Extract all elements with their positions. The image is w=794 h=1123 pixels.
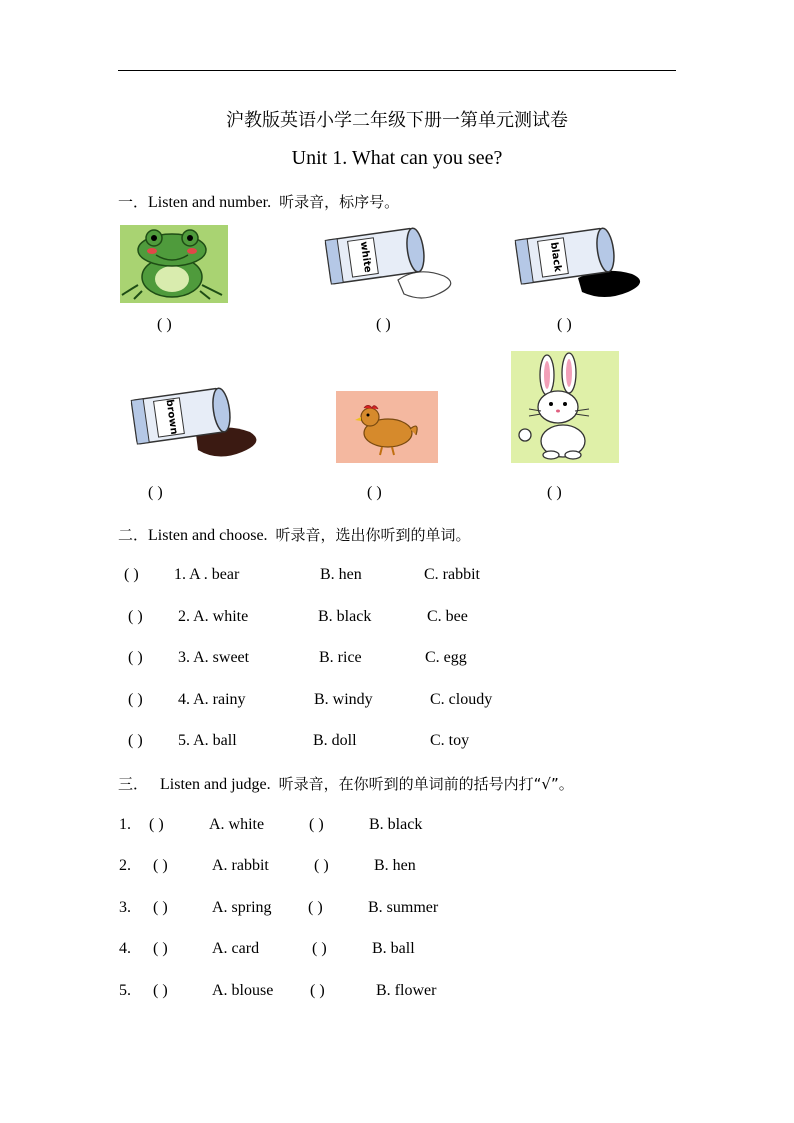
choose-1-c: C. rabbit (424, 566, 480, 583)
choose-3-b: B. rice (319, 649, 362, 666)
judge-4-paren-b: ( ) (312, 940, 327, 957)
choose-4-paren: ( ) (128, 691, 143, 708)
choose-1-paren: ( ) (124, 566, 139, 583)
section-1-heading: 一．Listen and number. 听录音，标序号。 (118, 193, 400, 211)
picture-4-answer: ( ) (148, 484, 163, 501)
white-paint-can-icon (318, 222, 458, 307)
choose-5-b: B. doll (313, 732, 357, 749)
judge-3-a: A. spring (212, 899, 272, 916)
judge-1-paren-a: ( ) (149, 816, 164, 833)
black-paint-can-icon (508, 222, 648, 307)
choose-5-a: 5. A. ball (178, 732, 237, 749)
choose-3-a: 3. A. sweet (178, 649, 250, 666)
picture-6-answer: ( ) (547, 484, 562, 501)
picture-3-answer: ( ) (557, 316, 572, 333)
choose-1-b: B. hen (320, 566, 362, 583)
judge-4-num: 4. (119, 940, 131, 957)
judge-5-b: B. flower (376, 982, 437, 999)
judge-1-b: B. black (369, 816, 423, 833)
judge-1-paren-b: ( ) (309, 816, 324, 833)
judge-5-paren-b: ( ) (310, 982, 325, 999)
judge-5-paren-a: ( ) (153, 982, 168, 999)
can-label-brown: brown (163, 398, 180, 436)
brown-paint-can-icon (124, 382, 264, 467)
choose-2-paren: ( ) (128, 608, 143, 625)
judge-2-paren-a: ( ) (153, 857, 168, 874)
choose-4-a: 4. A. rainy (178, 691, 246, 708)
can-label-white: white (357, 240, 374, 274)
choose-5-c: C. toy (430, 732, 470, 749)
choose-4-b: B. windy (314, 691, 373, 708)
choose-3-c: C. egg (425, 649, 467, 666)
hen-icon (336, 391, 438, 468)
section-2-heading: 二．Listen and choose. 听录音，选出你听到的单词。 (118, 526, 471, 544)
judge-1-num: 1. (119, 816, 131, 833)
judge-3-paren-a: ( ) (153, 899, 168, 916)
judge-2-a: A. rabbit (212, 857, 269, 874)
picture-2-answer: ( ) (376, 316, 391, 333)
picture-1-answer: ( ) (157, 316, 172, 333)
judge-4-paren-a: ( ) (153, 940, 168, 957)
page-title-cn: 沪教版英语小学二年级下册一第单元测试卷 (226, 110, 568, 131)
choose-3-paren: ( ) (128, 649, 143, 666)
frog-icon (120, 225, 228, 308)
rabbit-icon (511, 351, 619, 468)
can-label-black: black (547, 241, 563, 273)
section-3-heading: 三． Listen and judge. 听录音，在你听到的单词前的括号内打“√”。 (118, 775, 574, 793)
judge-3-num: 3. (119, 899, 131, 916)
judge-3-b: B. summer (368, 899, 439, 916)
judge-1-a: A. white (209, 816, 265, 833)
judge-2-paren-b: ( ) (314, 857, 329, 874)
choose-2-b: B. black (318, 608, 372, 625)
picture-5-answer: ( ) (367, 484, 382, 501)
choose-5-paren: ( ) (128, 732, 143, 749)
judge-5-num: 5. (119, 982, 131, 999)
choose-1-a: 1. A . bear (174, 566, 240, 583)
choose-4-c: C. cloudy (430, 691, 493, 708)
judge-4-a: A. card (212, 940, 260, 957)
choose-2-a: 2. A. white (178, 608, 249, 625)
header-rule (118, 70, 676, 71)
judge-2-num: 2. (119, 857, 131, 874)
page-title-en: Unit 1. What can you see? (291, 147, 503, 169)
judge-5-a: A. blouse (212, 982, 274, 999)
judge-4-b: B. ball (372, 940, 415, 957)
judge-3-paren-b: ( ) (308, 899, 323, 916)
judge-2-b: B. hen (374, 857, 416, 874)
choose-2-c: C. bee (427, 608, 468, 625)
